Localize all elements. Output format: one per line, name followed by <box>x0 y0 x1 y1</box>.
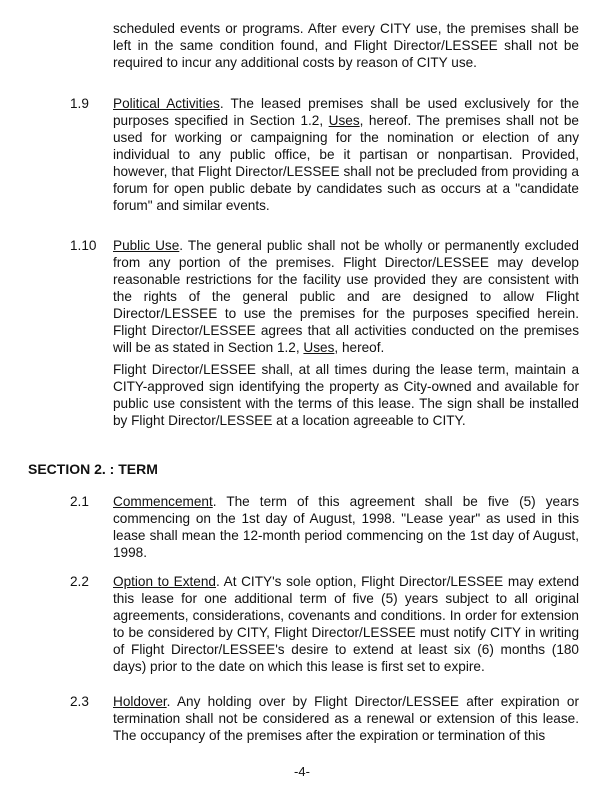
section-2-3-paragraph <box>113 693 579 744</box>
section-2-1-paragraph <box>113 493 579 561</box>
section-number-1-9: 1.9 <box>70 96 89 111</box>
section-1-10-paragraph <box>113 237 579 356</box>
section-2-1-text: . The term of this agreement shall be five (5) years commencing on the 1st day of August, 1998. "Lease year" as used in this lease shall mean the 12-month period commencing on the 1st day of August, 1998. <box>113 494 579 560</box>
section-1-9-text-a: . The leased premises shall be used exclusively for the purposes specified in Section 1.2, <box>113 96 580 128</box>
continuation-paragraph: scheduled events or programs. After every CITY use, the premises shall be left in the same condition found, and Flight Director/LESSEE shall not be required to incur any additional costs by reason of CITY use. <box>113 21 579 70</box>
section-1-10-paragraph-2: Flight Director/LESSEE shall, at all times during the lease term, maintain a CITY-approved sign identifying the property as City-owned and available for public use consistent with the terms of this lease. The sign shall be installed by Flight Director/LESSEE at a location agreeable to CITY. <box>113 362 579 428</box>
section-2-2-title: Option to Extend <box>113 574 216 589</box>
section-number-1-10: 1.10 <box>70 238 97 253</box>
section-2-2-paragraph <box>113 573 579 675</box>
section-number-2-3: 2.3 <box>70 694 89 709</box>
section-1-9-text-b: , hereof. The premises shall not be used for working or campaigning for the nomination or election of any individual to any public office, be it partisan or nonpartisan. Provided, however, that Flight Director/LESSEE shall not be precluded from providing a forum for open public debate by candidates such as occurs at a "candidate forum" and similar events. <box>113 113 579 213</box>
section-1-10-text-b: , hereof. <box>334 340 385 355</box>
section-number-2-2: 2.2 <box>70 574 89 589</box>
section-2-2-text: . At CITY's sole option, Flight Director/LESSEE may extend this lease for one additional term of five (5) years subject to all original agreements, considerations, covenants and conditions. In order for extension to be considered by CITY, Flight Director/LESSEE must notify CITY in writing of Flight Director/LESSEE's desire to extend at least six (6) months (180 days) prior to the date on which this lease is first set to expire. <box>113 574 580 674</box>
section-1-9-ref: Uses <box>328 113 360 128</box>
section-number-2-1: 2.1 <box>70 494 89 509</box>
page-number: -4- <box>294 764 310 779</box>
section-2-heading: SECTION 2. : TERM <box>28 461 158 477</box>
section-1-10-title: Public Use <box>113 238 180 253</box>
section-1-9-title: Political Activities <box>113 96 220 111</box>
section-1-9-paragraph <box>113 95 579 214</box>
section-1-10-ref: Uses <box>303 340 335 355</box>
section-2-3-title: Holdover <box>113 694 167 709</box>
section-2-1-title: Commencement <box>113 494 213 509</box>
section-1-10-text-a: . The general public shall not be wholly or permanently excluded from any portion of the premises. Flight Director/LESSEE may develop reasonable restrictions for the facility use provided they are consistent with the rights of the general public and are designed to allow Flight Director/LESSEE to use the premises for the purposes specified herein. Flight Director/LESSEE agrees that all activities conducted on the premises will be as stated in Section 1.2, <box>113 238 579 355</box>
section-2-3-text: . Any holding over by Flight Director/LESSEE after expiration or termination shall not be considered as a renewal or extension of this lease. The occupancy of the premises after the expiration or termination of this <box>113 694 579 743</box>
